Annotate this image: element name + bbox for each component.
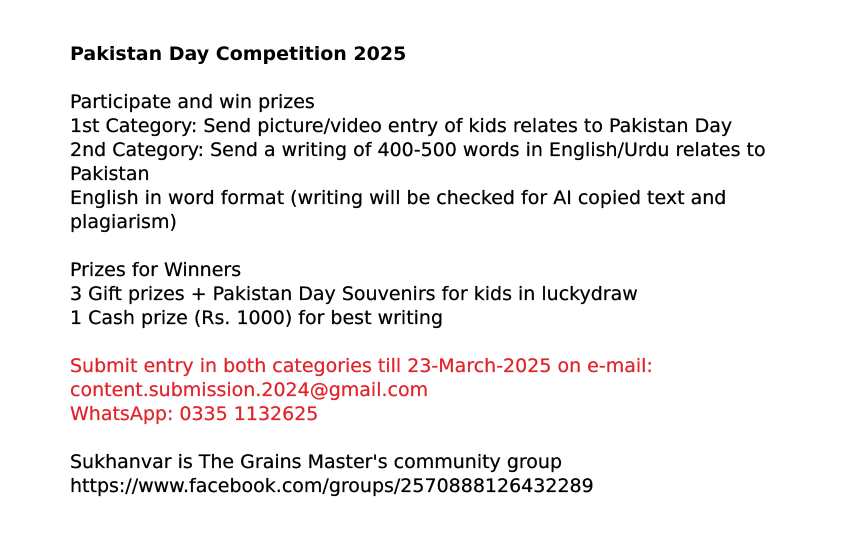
- category-2-text: 2nd Category: Send a writing of 400-500 words in English/Urdu relates to Pakistan: [70, 139, 766, 185]
- community-group-text: Sukhanvar is The Grains Master's community group: [70, 451, 563, 473]
- submission-deadline-text: Submit entry in both categories till 23-March-2025 on e-mail:: [70, 355, 653, 377]
- competition-announcement: [70, 42, 830, 498]
- submission-email: content.submission.2024@gmail.com: [70, 379, 429, 401]
- spacer: [70, 234, 830, 258]
- prize-2-text: 1 Cash prize (Rs. 1000) for best writing: [70, 307, 444, 329]
- whatsapp-number: WhatsApp: 0335 1132625: [70, 403, 319, 425]
- spacer: [70, 426, 830, 450]
- intro-text: Participate and win prizes: [70, 91, 315, 113]
- facebook-group-url: https://www.facebook.com/groups/2570888126432289: [70, 475, 594, 497]
- format-note-text: English in word format (writing will be checked for AI copied text and plagiarism): [70, 187, 727, 233]
- prizes-heading: Prizes for Winners: [70, 259, 242, 281]
- prize-1-text: 3 Gift prizes + Pakistan Day Souvenirs for kids in luckydraw: [70, 283, 638, 305]
- document-title: Pakistan Day Competition 2025: [70, 43, 407, 65]
- spacer: [70, 330, 830, 354]
- category-1-text: 1st Category: Send picture/video entry of kids relates to Pakistan Day: [70, 115, 733, 137]
